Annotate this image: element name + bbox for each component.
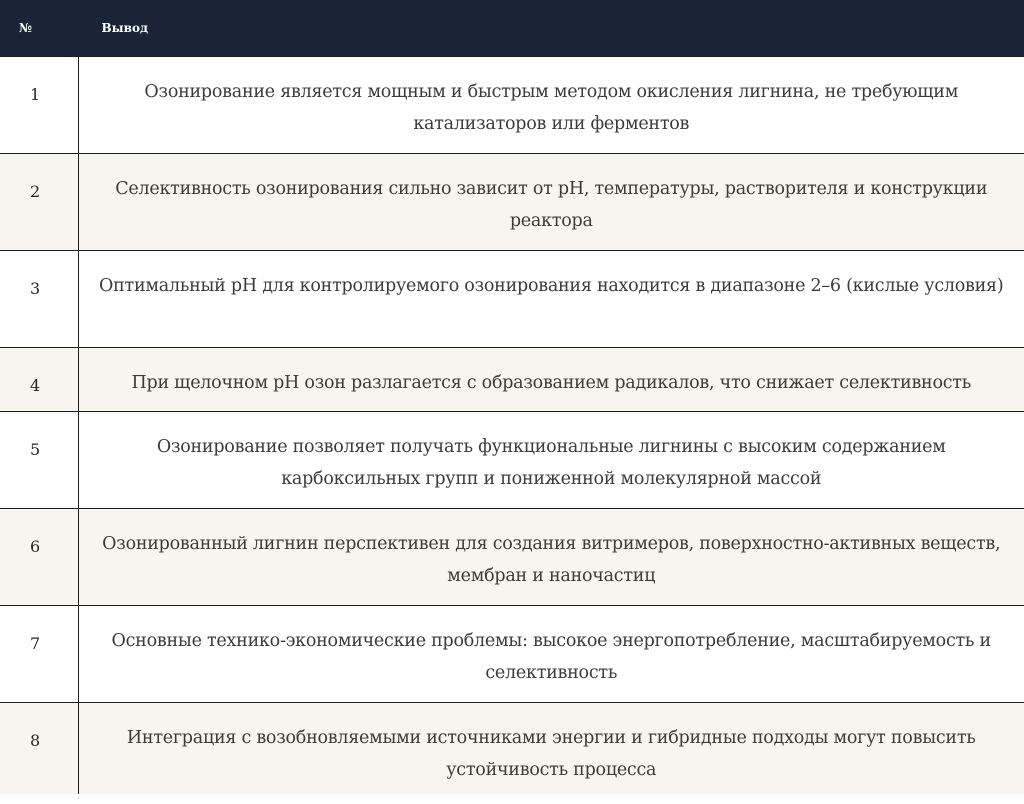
table-body	[0, 56, 1024, 794]
table-row	[0, 56, 1024, 153]
row-conclusion: Оптимальный pH для контролируемого озонирования находится в диапазоне 2–6 (кислые условия)	[78, 250, 1024, 347]
table-row	[0, 153, 1024, 250]
table-row	[0, 508, 1024, 605]
row-number: 7	[0, 605, 78, 702]
row-conclusion: Озонирование позволяет получать функциональные лигнины с высоким содержанием карбоксильных групп и пониженной молекулярной массой	[78, 411, 1024, 508]
row-conclusion: Озонированный лигнин перспективен для создания витримеров, поверхностно-активных веществ, мембран и наночастиц	[78, 508, 1024, 605]
table-row	[0, 250, 1024, 347]
table-row	[0, 702, 1024, 794]
row-number: 2	[0, 153, 78, 250]
row-conclusion: При щелочном pH озон разлагается с образованием радикалов, что снижает селективность	[78, 347, 1024, 411]
row-conclusion: Интеграция с возобновляемыми источниками энергии и гибридные подходы могут повысить устойчивость процесса	[78, 702, 1024, 794]
row-number: 6	[0, 508, 78, 605]
row-number: 4	[0, 347, 78, 411]
table-header	[0, 0, 1024, 56]
header-conclusion: Вывод	[101, 20, 149, 35]
row-number: 5	[0, 411, 78, 508]
row-number: 8	[0, 702, 78, 794]
header-number: №	[0, 0, 78, 56]
row-conclusion: Селективность озонирования сильно зависит от pH, температуры, растворителя и конструкции реактора	[78, 153, 1024, 250]
row-number: 1	[0, 56, 78, 153]
row-number: 3	[0, 250, 78, 347]
table-row	[0, 605, 1024, 702]
table-row	[0, 347, 1024, 411]
header-row	[0, 0, 1024, 56]
row-conclusion: Основные технико-экономические проблемы: высокое энергопотребление, масштабируемость и селективность	[78, 605, 1024, 702]
table-row	[0, 411, 1024, 508]
row-conclusion: Озонирование является мощным и быстрым методом окисления лигнина, не требующим катализаторов или ферментов	[78, 56, 1024, 153]
